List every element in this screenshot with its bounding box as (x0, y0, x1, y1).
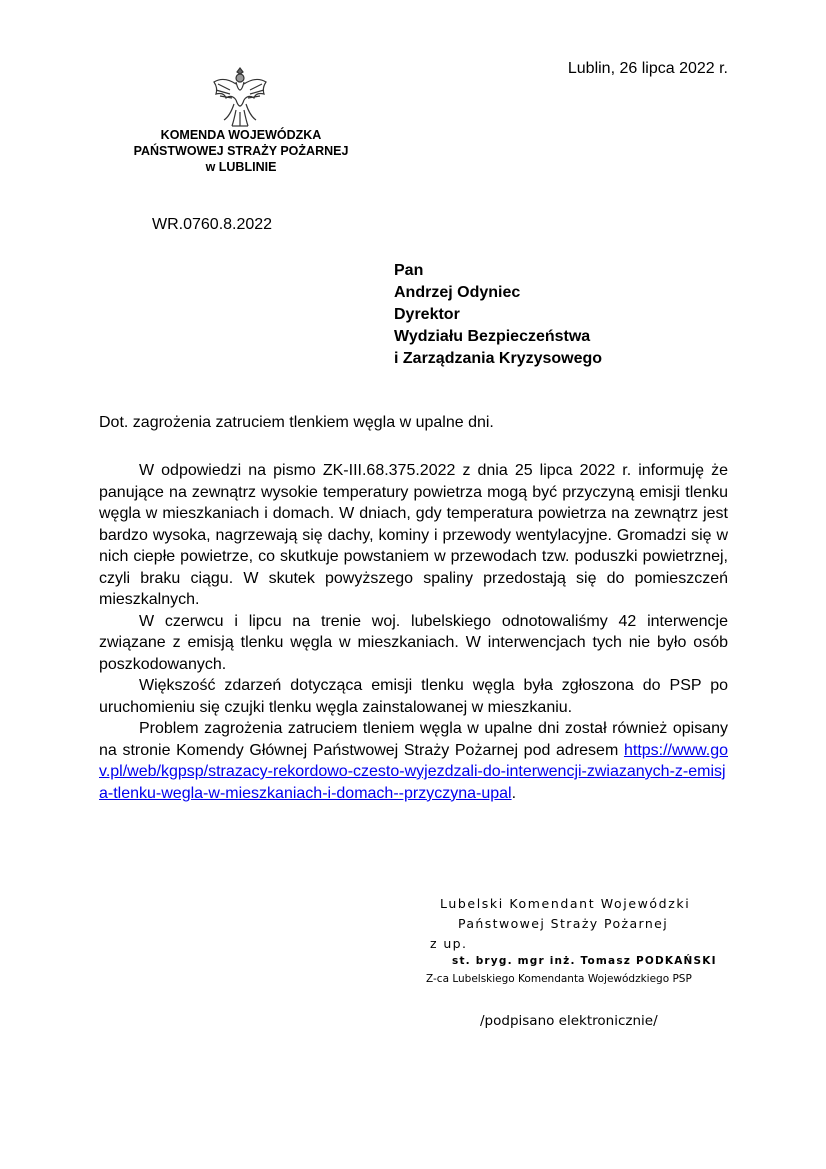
office-name (110, 127, 372, 175)
office-line: KOMENDA WOJEWÓDZKA (160, 128, 322, 142)
body-paragraph: Większość zdarzeń dotycząca emisji tlenku węgla była zgłoszona do PSP po uruchomieniu się czujki tlenku węgla zainstalowanej w mieszkaniu. (99, 677, 728, 716)
addressee-block (394, 260, 602, 370)
letter-body (99, 460, 728, 804)
office-line: PAŃSTWOWEJ STRAŻY POŻARNEJ (133, 144, 349, 158)
polish-eagle-icon (210, 64, 270, 128)
signature-title: Państwowej Straży Pożarnej (458, 916, 669, 931)
subject-line: Dot. zagrożenia zatruciem tlenkiem węgla w upalne dni. (99, 414, 494, 431)
body-paragraph (99, 718, 728, 804)
reference-number: WR.0760.8.2022 (152, 216, 273, 233)
addressee-line: Wydziału Bezpieczeństwa (394, 328, 591, 345)
body-paragraph: W czerwcu i lipcu na trenie woj. lubelskiego odnotowaliśmy 42 interwencje związane z emisją tlenku węgla w mieszkaniach. W interwencjach tych nie było osób poszkodowanych. (99, 612, 728, 673)
addressee-line: Andrzej Odyniec (394, 284, 521, 301)
signer-role: Z-ca Lubelskiego Komendanta Wojewódzkiego PSP (426, 973, 692, 985)
letter-date: Lublin, 26 lipca 2022 r. (567, 60, 728, 77)
signature-proxy: z up. (430, 936, 468, 951)
electronic-signature-note: /podpisano elektronicznie/ (480, 1013, 658, 1029)
addressee-line: Dyrektor (394, 306, 460, 323)
office-line: w LUBLINIE (205, 160, 277, 174)
body-paragraph: W odpowiedzi na pismo ZK-III.68.375.2022 z dnia 25 lipca 2022 r. informuję że panujące na zewnątrz wysokie temperatury powietrza mogą być przyczyną emisji tlenku węgla w mieszkaniach i domach. W dniach, gdy temperatura powietrza na zewnątrz jest bardzo wysoka, nagrzewają się dachy, kominy i przewody wentylacyjne. Gromadzi się w nich ciepłe powietrze, co skutkuje powstaniem w przewodach tzw. poduszki powietrznej, czyli braku ciągu. W skutek powyższego spaliny przedostają się do pomieszczeń mieszkalnych. (99, 462, 728, 608)
addressee-line: i Zarządzania Kryzysowego (394, 350, 603, 367)
signer-name: st. bryg. mgr inż. Tomasz PODKAŃSKI (452, 955, 717, 967)
kgpsp-article-link[interactable]: https://www.gov.pl/web/kgpsp/strazacy-rekordowo-czesto-wyjezdzali-do-interwencji-zwiazanych-z-emisja-tlenku-wegla-w-mieszkaniach-i-domach--przyczyna-upal (99, 741, 729, 802)
addressee-line: Pan (394, 262, 424, 279)
body-paragraph-text: Problem zagrożenia zatruciem tleniem węgla w upalne dni został również opisany na stronie Komendy Głównej Państwowej Straży Pożarnej pod adresem (99, 720, 728, 759)
link-period: . (511, 784, 517, 802)
signature-title: Lubelski Komendant Wojewódzki (440, 896, 691, 911)
